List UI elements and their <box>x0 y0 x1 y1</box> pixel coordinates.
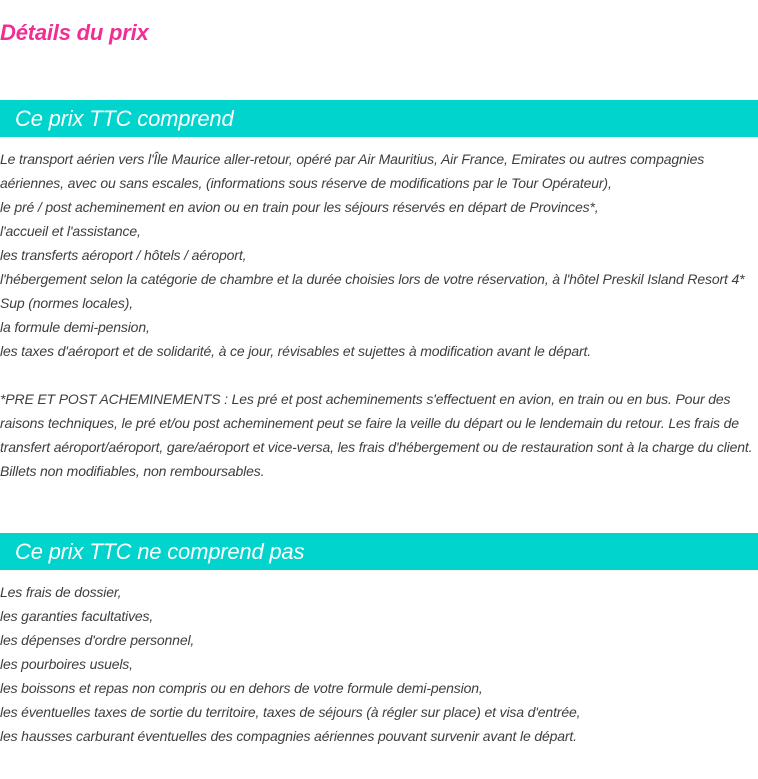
includes-item-transport: Le transport aérien vers l'Île Maurice aller-retour, opéré par Air Mauritius, Air France, Emirates ou autres compagnies aériennes, avec ou sans escales, (informations sous réserve de modifications par le Tour Opérateur), <box>0 151 705 191</box>
pre-post-transport-note <box>0 387 756 483</box>
excludes-list <box>0 580 756 748</box>
includes-item-taxes: les taxes d'aéroport et de solidarité, à ce jour, révisables et sujettes à modification avant le départ. <box>0 343 591 359</box>
includes-item-welcome: l'accueil et l'assistance, <box>0 223 141 239</box>
excludes-section-banner <box>0 533 758 570</box>
excludes-item-personal-expenses: les dépenses d'ordre personnel, <box>0 632 195 648</box>
includes-item-accommodation: l'hébergement selon la catégorie de chambre et la durée choisies lors de votre réservation, à l'hôtel Preskil Island Resort 4* Sup (normes locales), <box>0 271 745 311</box>
includes-section-heading: Ce prix TTC comprend <box>15 105 234 131</box>
excludes-item-tips: les pourboires usuels, <box>0 656 133 672</box>
excludes-item-fuel-surcharge: les hausses carburant éventuelles des compagnies aériennes pouvant survenir avant le départ. <box>0 728 577 744</box>
excludes-item-file-fees: Les frais de dossier, <box>0 584 122 600</box>
excludes-item-optional-insurance: les garanties facultatives, <box>0 608 154 624</box>
page-title: Détails du prix <box>0 20 149 45</box>
pre-post-transport-note-text: *PRE ET POST ACHEMINEMENTS : Les pré et post acheminements s'effectuent en avion, en train ou en bus. Pour des raisons techniques, le pré et/ou post acheminement peut se faire la veille du départ ou le lendemain du retour. Les frais de transfert aéroport/aéroport, gare/aéroport et vice-versa, les frais d'hébergement ou de restauration sont à la charge du client. Billets non modifiables, non remboursables. <box>0 391 753 479</box>
includes-item-transfers: les transferts aéroport / hôtels / aéroport, <box>0 247 247 263</box>
includes-item-pre-post-transport: le pré / post acheminement en avion ou en train pour les séjours réservés en départ de Provinces*, <box>0 199 599 215</box>
includes-list <box>0 147 756 363</box>
excludes-item-drinks-meals: les boissons et repas non compris ou en dehors de votre formule demi-pension, <box>0 680 483 696</box>
excludes-section-heading: Ce prix TTC ne comprend pas <box>15 538 305 564</box>
excludes-item-exit-taxes-visa: les éventuelles taxes de sortie du territoire, taxes de séjours (à régler sur place) et visa d'entrée, <box>0 704 581 720</box>
includes-item-half-board: la formule demi-pension, <box>0 319 150 335</box>
includes-section-banner <box>0 100 758 137</box>
